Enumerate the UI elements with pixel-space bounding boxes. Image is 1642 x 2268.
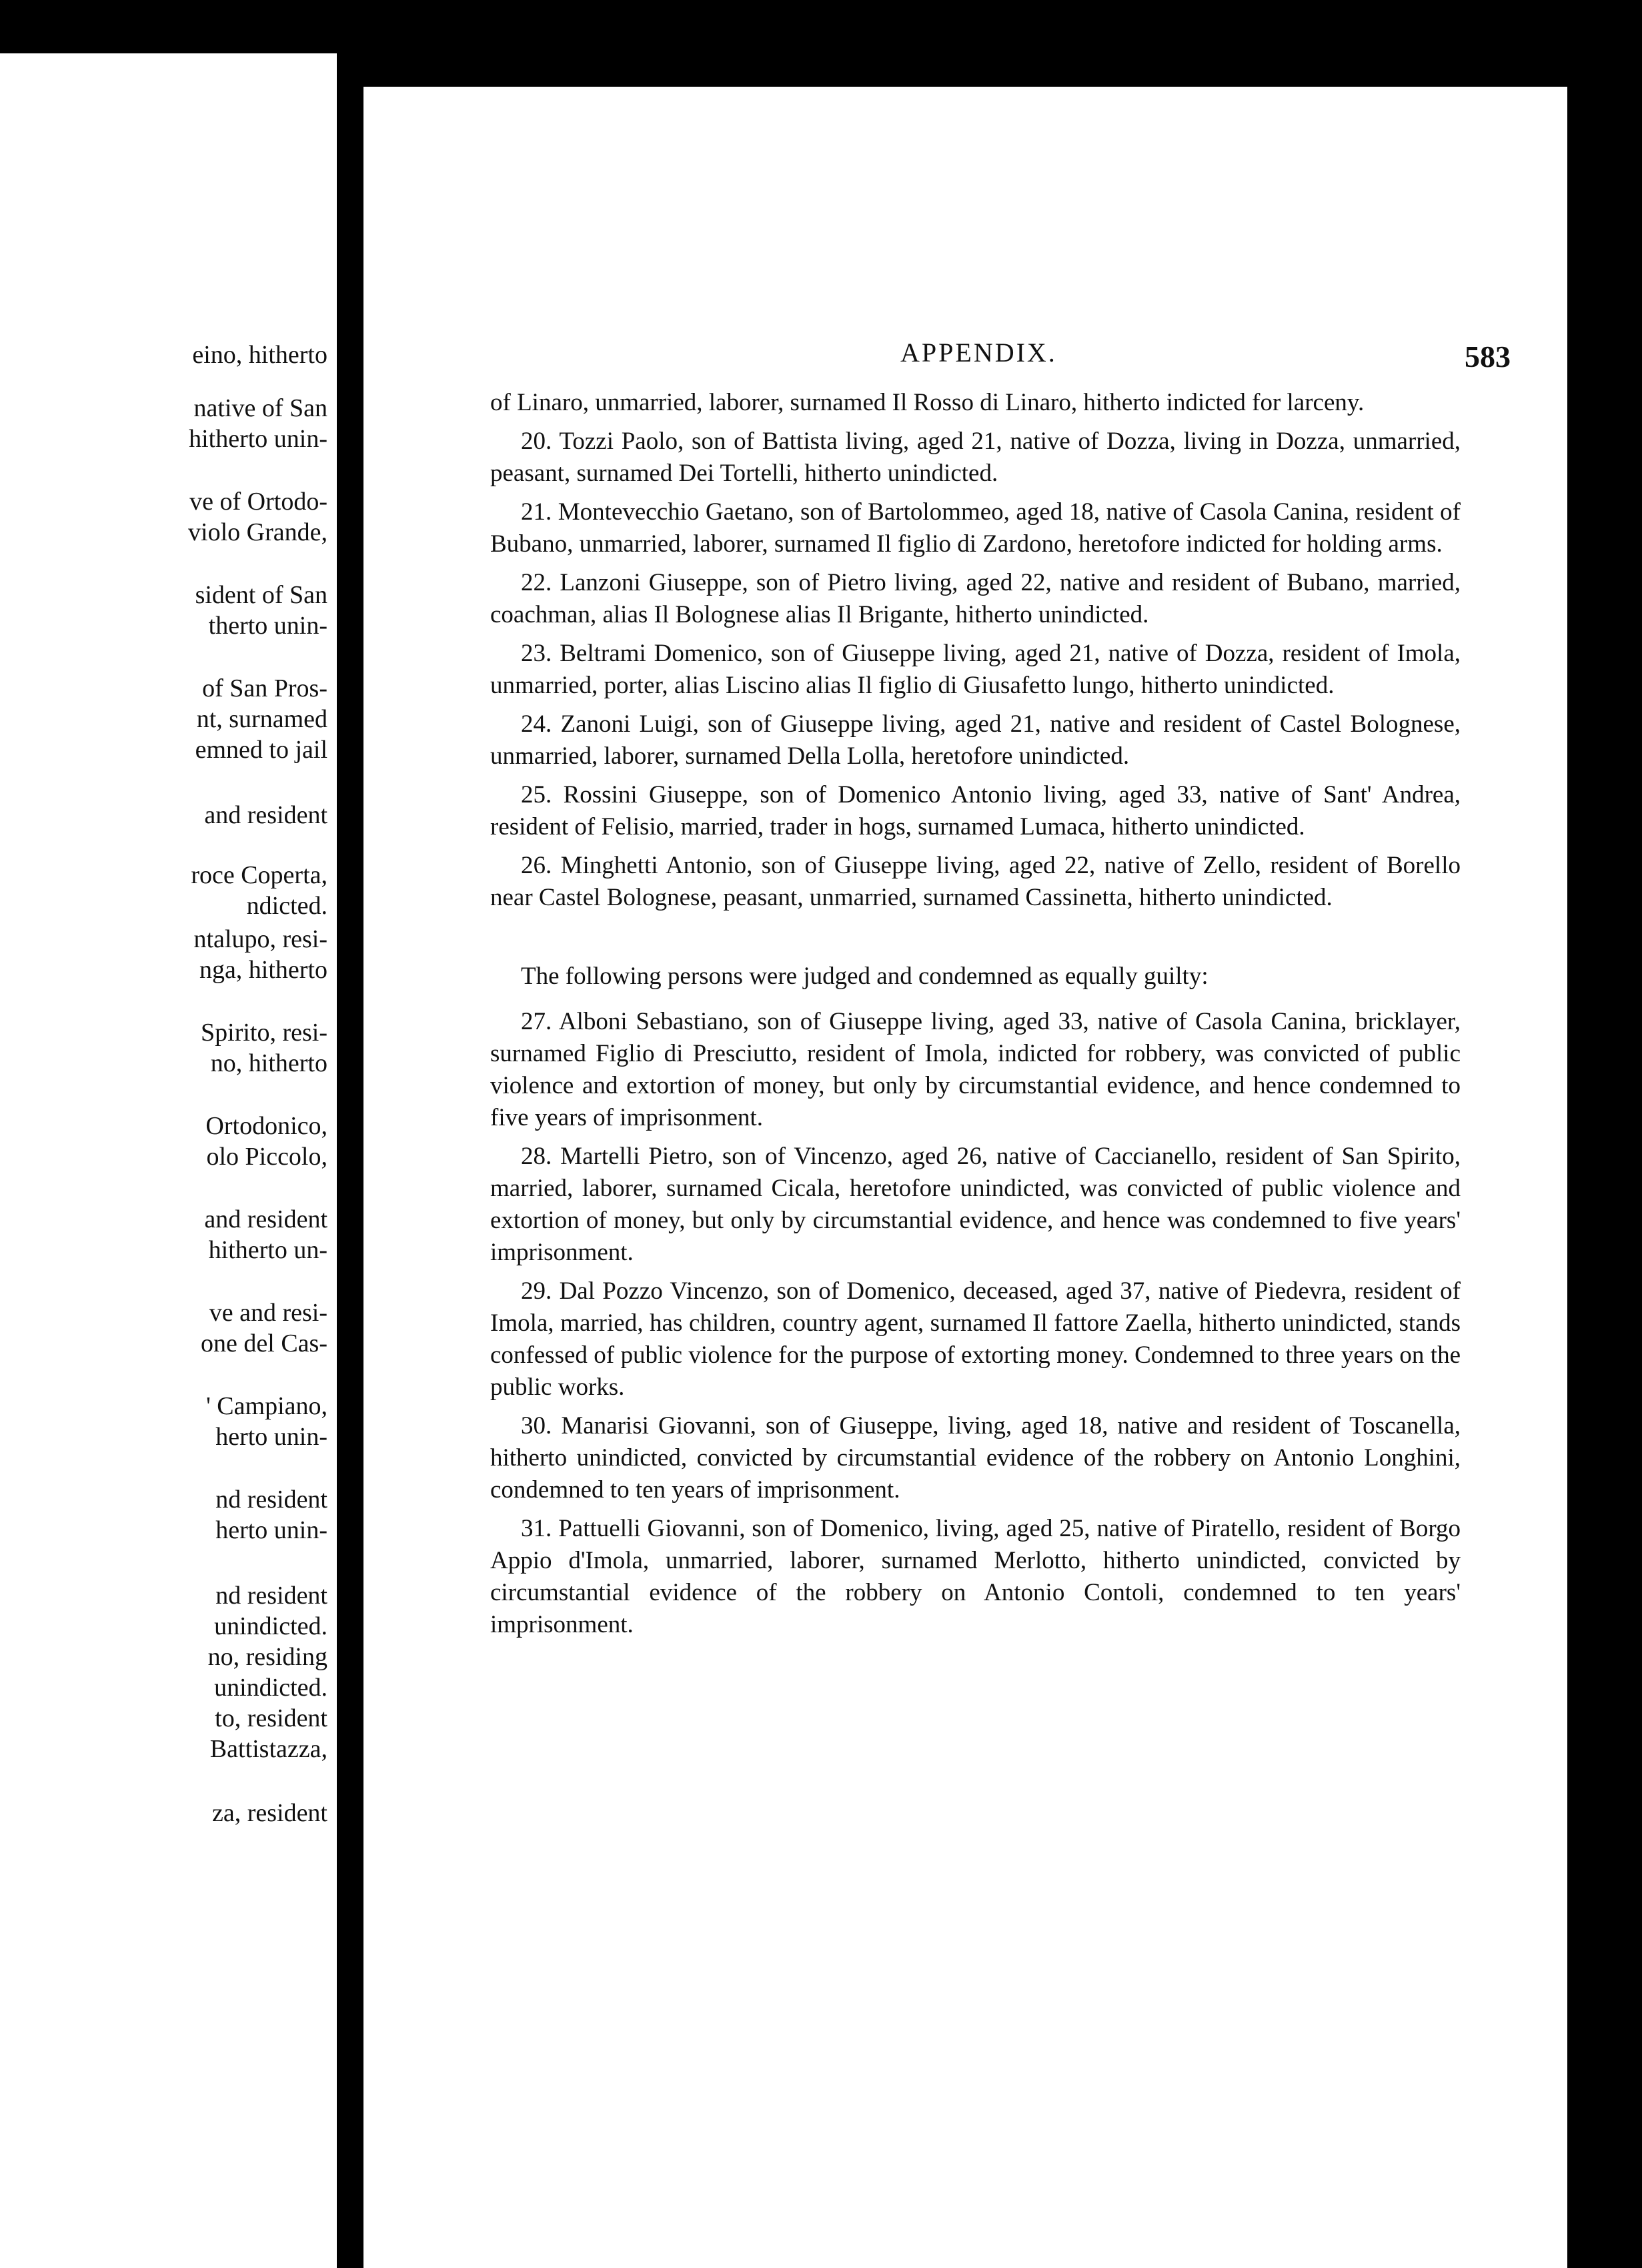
left-page-line: herto unin- — [215, 1516, 327, 1544]
book-spine — [337, 0, 367, 2268]
entry-paragraph: 23. Beltrami Domenico, son of Giuseppe living, aged 21, native of Dozza, resident of Imola, unmarried, porter, alias Liscino alias Il figlio di Giusafetto lungo, hitherto unindicted. — [490, 640, 1461, 699]
entry-paragraph: 28. Martelli Pietro, son of Vincenzo, aged 26, native of Caccianello, resident of San Spirito, married, laborer, surnamed Cicala, heretofore unindicted, was convicted of public violence and extortion of money, but only by circumstantial evidence, and hence was condemned to five years' imprisonment. — [490, 1143, 1461, 1266]
left-page-line: sident of San — [195, 581, 327, 609]
entry-paragraph: 22. Lanzoni Giuseppe, son of Pietro living, aged 22, native and resident of Bubano, married, coachman, alias Il Bolognese alias Il Brigante, hitherto unindicted. — [490, 569, 1461, 628]
left-page-line: hitherto unin- — [189, 425, 327, 453]
paragraphs-before — [490, 387, 1461, 914]
entry-paragraph: 20. Tozzi Paolo, son of Battista living, aged 21, native of Dozza, living in Dozza, unmarried, peasant, surnamed Dei Tortelli, hitherto unindicted. — [490, 428, 1461, 487]
left-page-line: no, residing — [207, 1643, 327, 1671]
left-page-line: olo Piccolo, — [206, 1143, 327, 1171]
left-page-line: therto unin- — [208, 612, 327, 640]
entry-paragraph: 21. Montevecchio Gaetano, son of Bartolommeo, aged 18, native of Casola Canina, resident of Bubano, unmarried, laborer, surnamed Il figlio di Zardono, heretofore indicted for holding arms. — [490, 498, 1461, 558]
entry-paragraph: 24. Zanoni Luigi, son of Giuseppe living, aged 21, native and resident of Castel Bolognese, unmarried, laborer, surnamed Della Lolla, heretofore unindicted. — [490, 710, 1461, 770]
entry-paragraph: 31. Pattuelli Giovanni, son of Domenico, living, aged 25, native of Piratello, resident of Borgo Appio d'Imola, unmarried, laborer, surnamed Merlotto, hitherto unindicted, convicted by circumstantial evidence of the robbery on Antonio Contoli, condemned to ten years' imprisonment. — [490, 1515, 1461, 1638]
left-page-line: no, hitherto — [210, 1049, 327, 1077]
left-page-line: ndicted. — [246, 892, 327, 920]
left-page-line: Battistazza, — [209, 1735, 327, 1763]
left-page-line: unindicted. — [214, 1674, 327, 1702]
left-page-fragment — [0, 53, 337, 2268]
left-page-line: one del Cas- — [201, 1329, 327, 1357]
entry-paragraph: 25. Rossini Giuseppe, son of Domenico Antonio living, aged 33, native of Sant' Andrea, resident of Felisio, married, trader in hogs, surnamed Lumaca, hitherto unindicted. — [490, 781, 1461, 840]
left-page-line: ve and resi- — [209, 1299, 327, 1327]
left-page-line: ve of Ortodo- — [189, 488, 327, 516]
entry-paragraph: 30. Manarisi Giovanni, son of Giuseppe, living, aged 18, native and resident of Toscanella, hitherto unindicted, convicted by circumstantial evidence of the robbery on Antonio Longhini, condemned to ten years of imprisonment. — [490, 1412, 1461, 1504]
left-page-line: to, resident — [215, 1704, 327, 1732]
page-body — [490, 387, 1461, 1641]
left-page-line: ' Campiano, — [205, 1392, 327, 1420]
entry-paragraph: 26. Minghetti Antonio, son of Giuseppe living, aged 22, native of Zello, resident of Borello near Castel Bolognese, peasant, unmarried, surnamed Cassinetta, hitherto unindicted. — [490, 852, 1461, 911]
running-head: APPENDIX. — [900, 338, 1057, 368]
left-page-line: ntalupo, resi- — [193, 925, 327, 953]
left-page-line: of San Pros- — [202, 674, 327, 702]
right-page — [363, 87, 1567, 2268]
left-page-line: Spirito, resi- — [201, 1019, 327, 1047]
left-page-line: nd resident — [215, 1582, 327, 1610]
left-page-line: Ortodonico, — [205, 1112, 327, 1140]
page-number: 583 — [1465, 340, 1511, 374]
left-page-line: za, resident — [211, 1799, 327, 1827]
left-page-line: native of San — [193, 394, 327, 422]
entry-paragraph: of Linaro, unmarried, laborer, surnamed Il Rosso di Linaro, hitherto indicted for larceny. — [490, 389, 1365, 416]
left-page-line: and resident — [204, 801, 327, 829]
entry-paragraph: 29. Dal Pozzo Vincenzo, son of Domenico, deceased, aged 37, native of Piedevra, resident of Imola, married, has children, country agent, surnamed Il fattore Zaella, hitherto unindicted, stands confessed of public violence for the purpose of extorting money. Condemned to three years on the public works. — [490, 1277, 1461, 1401]
left-page-line: unindicted. — [214, 1612, 327, 1640]
left-page-line: hitherto un- — [208, 1236, 327, 1264]
left-page-line: and resident — [204, 1205, 327, 1233]
left-page-line: roce Coperta, — [191, 861, 327, 889]
left-page-line: nt, surnamed — [196, 705, 327, 733]
left-page-line: violo Grande, — [188, 518, 327, 546]
section-intro: The following persons were judged and condemned as equally guilty: — [521, 963, 1208, 990]
left-page-line: emned to jail — [195, 736, 327, 764]
left-page-line: nd resident — [215, 1486, 327, 1514]
left-page-line: eino, hitherto — [192, 341, 327, 369]
left-page-line: nga, hitherto — [199, 956, 327, 984]
left-page-line: herto unin- — [215, 1423, 327, 1451]
entry-paragraph: 27. Alboni Sebastiano, son of Giuseppe living, aged 33, native of Casola Canina, bricklayer, surnamed Figlio di Presciutto, resident of Imola, indicted for robbery, was convicted of public violence and extortion of money, but only by circumstantial evidence, and hence condemned to five years of imprisonment. — [490, 1008, 1461, 1131]
paragraphs-after — [490, 1006, 1461, 1641]
